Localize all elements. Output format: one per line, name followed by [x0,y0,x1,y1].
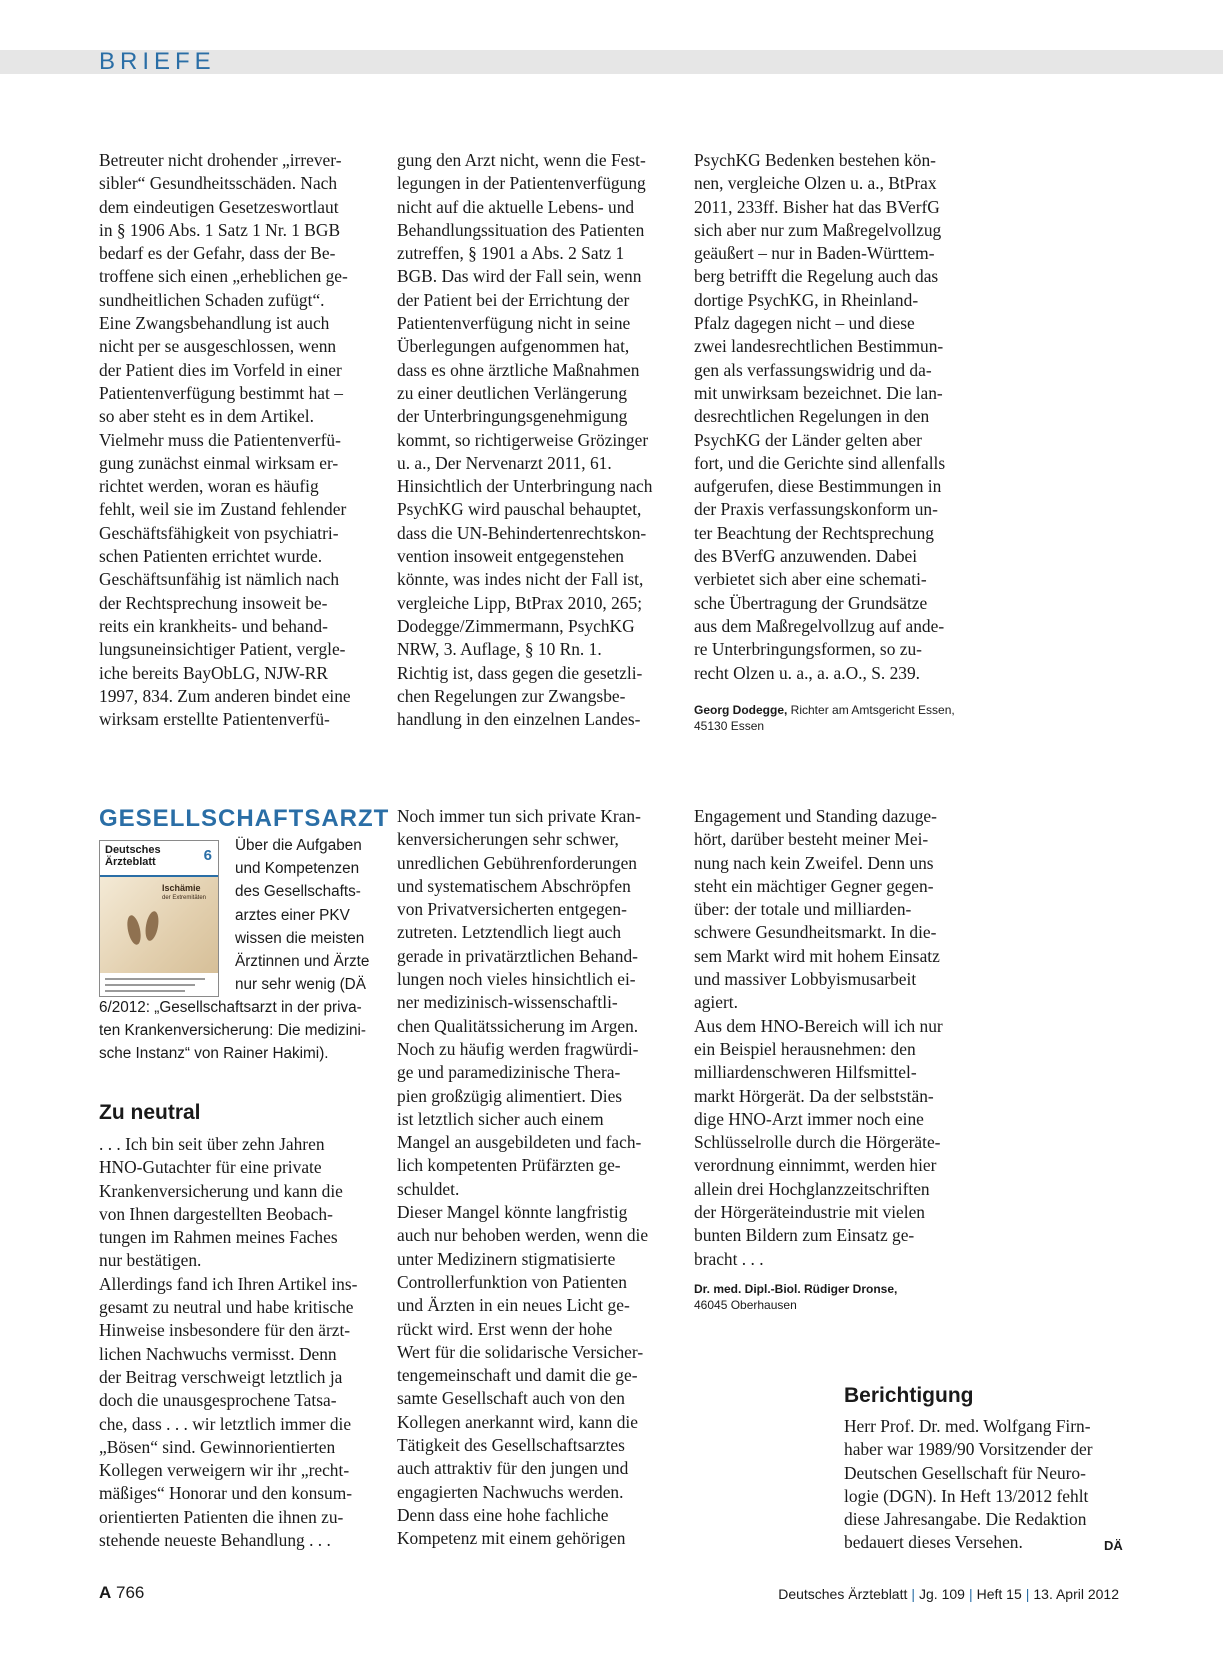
text-line: troffene sich einen „erheblichen ge- [99,266,348,287]
footprint-icon [125,914,143,946]
text-line: mit unwirksam bezeichnet. Die lan- [694,382,943,403]
text-line: lich kompetenten Prüfärzten ge- [397,1155,621,1176]
text-line: handlung in den einzelnen Landes- [397,709,641,730]
text-line: gung den Arzt nicht, wenn die Fest- [397,150,646,170]
text-line: doch die unausgesprochene Tatsa- [99,1390,337,1411]
text-line: . . . Ich bin seit über zehn Jahren [99,1134,325,1154]
text-line: nicht auf die aktuelle Lebens- und [397,196,635,217]
correction-mark: DÄ [1104,1538,1123,1553]
footer-citation: Deutsches Ärzteblatt | Jg. 109 | Heft 15 | 13. April 2012 [778,1586,1119,1602]
text-line: richtet werden, woran es häufig [99,476,319,497]
text-line: samte Gesellschaft auch von den [397,1388,625,1409]
cover-masthead [100,841,218,877]
text-line: Allerdings fand ich Ihren Artikel ins- [99,1273,358,1294]
text-line: u. a., Der Nervenarzt 2011, 61. [397,452,612,473]
footprint-icon [143,910,160,942]
rubric-intro-narrow: Über die Aufgaben und Kompetenzen des Gesellschafts- arztes einer PKV wissen die meisten Ärztinnen und Ärzte nur sehr wenig (DÄ [235,837,370,994]
text-line: Kollegen anerkannt wird, kann die [397,1411,638,1432]
text-line: ein Beispiel herausnehmen: den [694,1038,916,1059]
text-line: der Hörgeräteindustrie mit vielen [694,1202,925,1223]
text-line: Behandlungssituation des Patienten [397,219,645,240]
letter2-column-3 [694,805,943,1271]
text-line: ge und paramedizinische Thera- [397,1062,621,1083]
text-line: von Ihnen dargestellten Beobach- [99,1203,333,1224]
text-line: fehlt, weil sie im Zustand fehlender [99,499,347,520]
text-line: schuldet. [397,1178,460,1199]
text-line: geäußert – nur in Baden-Württem- [694,243,935,264]
text-line: lungsuneinsichtiger Patient, vergle- [99,639,346,660]
text-line: Richtig ist, dass gegen die gesetzli- [397,662,643,683]
text-line: unredlichen Gebührenforderungen [397,852,637,873]
text-line: Patientenverfügung nicht in seine [397,313,631,334]
signature-name: Dr. med. Dipl.-Biol. Rüdiger Dronse, [694,1282,898,1296]
text-line: vergleiche Lipp, BtPrax 2010, 265; [397,592,643,613]
text-line: bedauert dieses Versehen. [844,1532,1023,1553]
text-line: orientierten Patienten die ihnen zu- [99,1506,344,1527]
text-line: auch nur behoben werden, wenn die [397,1225,649,1246]
text-line: gung zunächst einmal wirksam er- [99,452,339,473]
text-line: agiert. [694,992,738,1013]
text-line: stehende neueste Behandlung . . . [99,1530,331,1551]
text-line: Wert für die solidarische Versicher- [397,1341,644,1362]
cover-footer-strip [100,973,218,996]
text-line: dass die UN-Behindertenrechtskon- [397,522,647,543]
text-line: und Ärzten in ein neues Licht ge- [397,1295,630,1316]
letter1-column-1 [99,149,351,731]
text-line: dortige PsychKG, in Rheinland- [694,289,919,310]
text-line: zwei landesrechtlichen Bestimmun- [694,336,944,357]
text-line: kommt, so richtigerweise Grözinger [397,429,649,450]
text-line: berg betrifft die Regelung auch das [694,266,939,287]
text-line: chen Regelungen zur Zwangsbe- [397,685,626,706]
text-line: Hinsichtlich der Unterbringung nach [397,476,653,497]
text-line: chen Qualitätssicherung im Argen. [397,1015,639,1036]
text-line: steht ein mächtiger Gegner gegen- [694,875,934,896]
text-line: PsychKG der Länder gelten aber [694,429,922,450]
text-line: NRW, 3. Auflage, § 10 Rn. 1. [397,639,602,660]
text-line: gerade in privatärztlichen Behand- [397,945,638,966]
text-line: in § 1906 Abs. 1 Satz 1 Nr. 1 BGB [99,219,341,240]
text-line: lungen noch vieles hinsichtlich ei- [397,969,636,990]
text-line: Noch immer tun sich private Kran- [397,806,641,826]
text-line: Pfalz dagegen nicht – und diese [694,313,915,334]
text-line: fort, und die Gerichte sind allenfalls [694,452,946,473]
text-line: aus dem Maßregelvollzug auf ande- [694,615,945,636]
text-line: so aber steht es in dem Artikel. [99,406,314,427]
text-line: der Unterbringungsgenehmigung [397,406,628,427]
text-line: Dodegge/Zimmermann, PsychKG [397,615,635,636]
signature-place: 45130 Essen [694,719,765,733]
text-line: reits ein krankheits- und behand- [99,615,328,636]
text-line: Noch zu häufig werden fragwürdi- [397,1038,639,1059]
text-line: Geschäftsunfähig ist nämlich nach [99,569,340,590]
text-line: Herr Prof. Dr. med. Wolfgang Firn- [844,1416,1091,1436]
cover-image-feet [100,877,218,973]
text-line: der Rechtsprechung insoweit be- [99,592,328,613]
text-line: verordnung einnimmt, werden hier [694,1155,937,1176]
text-line: zu einer deutlichen Verlängerung [397,382,628,403]
text-line: gen als verfassungswidrig und da- [694,359,932,380]
text-line: Schlüsselrolle durch die Hörgeräte- [694,1132,941,1153]
text-line: sem Markt wird mit hohem Einsatz [694,945,940,966]
text-line: desrechtlichen Regelungen in den [694,406,930,427]
text-line: zutreffen, § 1901 a Abs. 2 Satz 1 [397,243,625,264]
text-line: tengemeinschaft und damit die ge- [397,1365,638,1386]
text-line: ner medizinisch-wissenschaftli- [397,992,618,1013]
text-line: könnte, was indes nicht der Fall ist, [397,569,644,590]
text-line: allein drei Hochglanzzeitschriften [694,1178,930,1199]
text-line: Krankenversicherung und kann die [99,1180,343,1201]
letter2-heading: Zu neutral [99,1101,201,1124]
text-line: Vielmehr muss die Patientenverfü- [99,429,341,450]
text-line: bracht . . . [694,1248,764,1269]
text-line: nur bestätigen. [99,1250,202,1271]
signature-name: Georg Dodegge, [694,703,788,717]
text-line: Tätigkeit des Gesellschaftsarztes [397,1435,625,1456]
text-line: schwere Gesundheitsmarkt. In die- [694,922,937,943]
text-line: Deutschen Gesellschaft für Neuro- [844,1462,1086,1483]
text-line: nen, vergleiche Olzen u. a., BtPrax [694,173,937,194]
text-line: engagierten Nachwuchs werden. [397,1481,624,1502]
text-line: hört, darüber besteht meiner Mei- [694,829,929,850]
text-line: iche bereits BayObLG, NJW-RR [99,662,328,683]
text-line: der Patient dies im Vorfeld in einer [99,359,342,380]
text-line: der Praxis verfassungskonform un- [694,499,938,520]
signature-place: 46045 Oberhausen [694,1298,797,1312]
text-line: mäßiges“ Honorar und den konsum- [99,1483,353,1504]
text-line: BGB. Das wird der Fall sein, wenn [397,266,642,287]
letter1-column-3 [694,149,945,685]
text-line: ist letztlich sicher auch einem [397,1108,604,1129]
text-line: des BVerfG anzuwenden. Dabei [694,546,918,567]
cover-issue-number: 6 [203,847,212,864]
text-line: tungen im Rahmen meines Faches [99,1227,338,1248]
rubric-title: GESELLSCHAFTSARZT [99,805,390,832]
text-line: pien großzügig alimentiert. Dies [397,1085,623,1106]
text-line: Betreuter nicht drohender „irrever- [99,150,342,170]
text-line: milliardenschweren Hilfsmittel- [694,1062,917,1083]
text-line: Dieser Mangel könnte langfristig [397,1202,628,1223]
text-line: Kollegen verweigern wir ihr „recht- [99,1460,350,1481]
text-line: rückt wird. Erst wenn der hohe [397,1318,613,1339]
text-line: Engagement und Standing dazuge- [694,806,937,826]
text-line: gesamt zu neutral und habe kritische [99,1297,354,1318]
text-line: diese Jahresangabe. Die Redaktion [844,1509,1087,1530]
magazine-cover-thumbnail [99,840,219,997]
text-line: haber war 1989/90 Vorsitzender der [844,1439,1093,1460]
letter1-signature [694,702,955,718]
text-line: unter Medizinern stigmatisierte [397,1248,616,1269]
text-line: ter Beachtung der Rechtsprechung [694,522,934,543]
text-line: bedarf es der Gefahr, dass der Be- [99,243,336,264]
text-line: zutreten. Letztendlich liegt auch [397,922,622,943]
text-line: nung nach kein Zweifel. Denn uns [694,852,934,873]
text-line: markt Hörgerät. Da der selbststän- [694,1085,934,1106]
page-number: A 766 [99,1583,145,1602]
text-line: der Beitrag verschweigt letztlich ja [99,1366,343,1387]
correction-heading: Berichtigung [844,1384,974,1407]
letter1-column-2 [397,149,652,731]
text-line: Controllerfunktion von Patienten [397,1271,627,1292]
text-line: schen Patienten errichtet wurde. [99,546,323,567]
text-line: „Bösen“ sind. Gewinnorientierten [99,1436,336,1457]
text-line: dass es ohne ärztliche Maßnahmen [397,359,640,380]
text-line: nicht per se ausgeschlossen, wenn [99,336,337,357]
cover-title: Deutsches Ärzteblatt [105,844,161,868]
text-line: PsychKG Bedenken bestehen kön- [694,150,936,170]
text-line: der Patient bei der Errichtung der [397,289,630,310]
text-line: Kompetenz mit einem gehörigen [397,1528,626,1549]
text-line: sche Übertragung der Grundsätze [694,592,928,613]
text-line: und massiver Lobbyismusarbeit [694,969,917,990]
rubric-intro-wide: 6/2012: „Gesellschaftsarzt in der priva- ten Krankenversicherung: Die medizini- sche Instanz“ von Rainer Hakimi). [99,999,366,1063]
text-line: von Privatversicherten entgegen- [397,899,627,920]
text-line: Hinweise insbesondere für den ärzt- [99,1320,351,1341]
text-line: Denn dass eine hohe fachliche [397,1504,609,1525]
text-line: bunten Bildern zum Einsatz ge- [694,1225,915,1246]
text-line: legungen in der Patientenverfügung [397,173,646,194]
text-line: verbietet sich aber eine schemati- [694,569,927,590]
text-line: sibler“ Gesundheitsschäden. Nach [99,173,338,194]
text-line: re Unterbringungsformen, so zu- [694,639,922,660]
text-line: sich aber nur zum Maßregelvollzug [694,219,942,240]
text-line: HNO-Gutachter für eine private [99,1157,322,1178]
text-line: lichen Nachwuchs vermisst. Denn [99,1343,337,1364]
text-line: und systematischem Abschröpfen [397,875,631,896]
text-line: vention insoweit entgegenstehen [397,546,624,567]
correction-body [844,1415,1093,1555]
text-line: Mangel an ausgebildeten und fach- [397,1132,642,1153]
text-line: über: der totale und milliarden- [694,899,912,920]
text-line: dem eindeutigen Gesetzeswortlaut [99,196,339,217]
section-label: BRIEFE [99,48,216,75]
text-line: 2011, 233ff. Bisher hat das BVerfG [694,196,940,217]
text-line: sundheitlichen Schaden zufügt“. [99,289,325,310]
text-line: logie (DGN). In Heft 13/2012 fehlt [844,1485,1089,1506]
text-line: Patientenverfügung bestimmt hat – [99,382,343,403]
text-line: aufgerufen, diese Bestimmungen in [694,476,942,497]
text-line: Geschäftsfähigkeit von psychiatri- [99,522,339,543]
text-line: Überlegungen aufgenommen hat, [397,336,630,357]
signature-role: Richter am Amtsgericht Essen, [787,703,955,717]
text-line: Eine Zwangsbehandlung ist auch [99,313,330,334]
text-line: auch attraktiv für den jungen und [397,1458,629,1479]
text-line: PsychKG wird pauschal behauptet, [397,499,642,520]
text-line: wirksam erstellte Patientenverfü- [99,709,330,730]
letter2-signature [694,1281,897,1297]
text-line: dige HNO-Arzt immer noch eine [694,1108,924,1129]
cover-headline: Ischämie der Extremitäten [162,883,207,901]
letter2-column-1 [99,1133,357,1552]
text-line: che, dass . . . wir letztlich immer die [99,1413,352,1434]
letter2-column-2 [397,805,648,1551]
text-line: kenversicherungen sehr schwer, [397,829,619,850]
text-line: recht Olzen u. a., a. a.O., S. 239. [694,662,921,683]
text-line: 1997, 834. Zum anderen bindet eine [99,685,351,706]
text-line: Aus dem HNO-Bereich will ich nur [694,1015,943,1036]
